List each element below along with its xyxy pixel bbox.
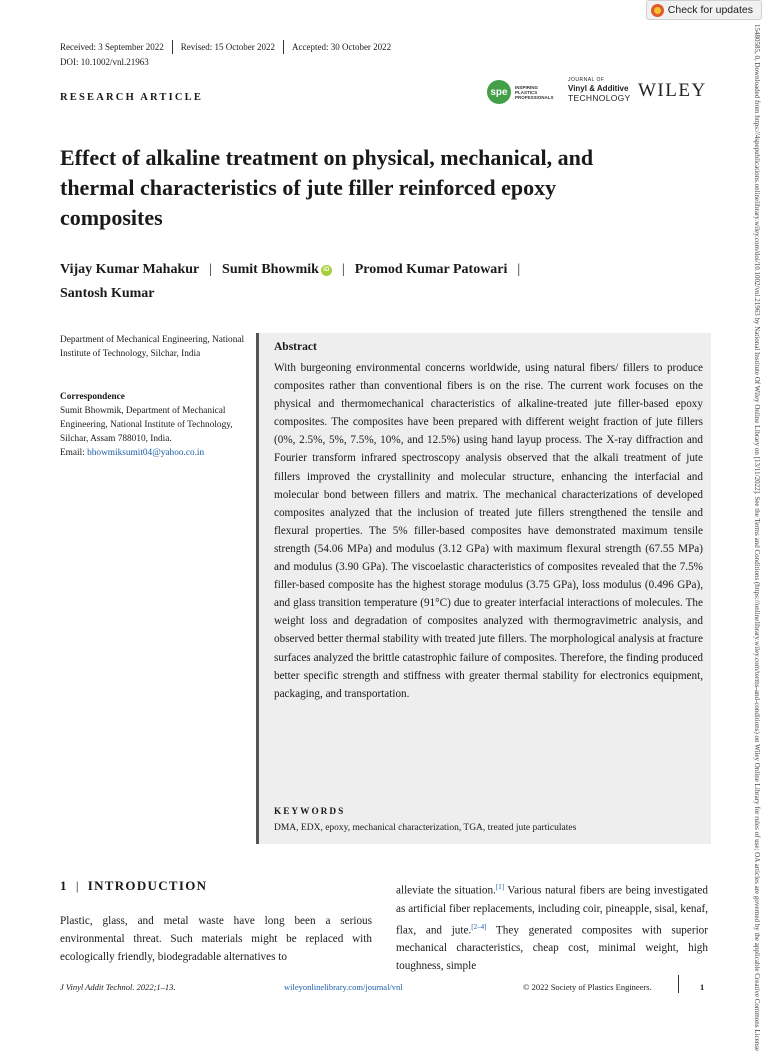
orcid-icon[interactable]: iD [321,265,332,276]
spe-mark-icon: spe [487,80,511,104]
correspondence-email-line [60,446,245,460]
email-link[interactable]: bhowmiksumit04@yahoo.co.in [87,448,205,458]
abstract-box [256,333,711,844]
section-heading-introduction [60,878,207,894]
author-name[interactable]: Vijay Kumar Mahakur [60,262,200,277]
wiley-logo: WILEY [638,80,707,101]
section-separator: | [75,878,80,893]
author-name[interactable]: Santosh Kumar [60,286,155,301]
footer-journal-link[interactable]: wileyonlinelibrary.com/journal/vnl [284,982,403,992]
section-number: 1 [60,878,68,893]
intro-paragraph-left: Plastic, glass, and metal waste have long been a serious environmental threat. Such materials might be replaced with ecologically friendly, biodegradable alternatives to [60,915,372,963]
author-separator: | [517,262,521,277]
keywords-list: DMA, EDX, epoxy, mechanical characterization, TGA, treated jute particulates [274,823,577,833]
author-name[interactable]: Promod Kumar Patowari [354,262,508,277]
intro-text: alleviate the situation. [396,884,496,897]
author-name[interactable]: Sumit Bhowmik [222,262,319,277]
intro-text: They generated composites with superior mechanical characteristics, cheap cost, minimal weight, high toughness, simple [396,924,708,973]
check-for-updates-label: Check for updates [667,4,753,16]
revised-date: Revised: 15 October 2022 [180,42,275,52]
page-number: 1 [700,982,705,992]
author-list [60,258,700,306]
spe-logo [487,80,554,104]
journal-logo-tech: TECHNOLOGY [568,93,631,103]
section-title: INTRODUCTION [87,878,208,893]
citation-link[interactable]: [2–4] [471,922,487,931]
check-for-updates-button[interactable] [646,0,762,20]
affiliation: Department of Mechanical Engineering, National Institute of Technology, Silchar, India [60,335,245,359]
footer-journal-citation: J Vinyl Addit Technol. 2022;1–13. [60,982,176,992]
author-separator: | [341,262,345,277]
correspondence-body: Sumit Bhowmik, Department of Mechanical Engineering, National Institute of Technology, Silchar, Assam 788010, India. [60,406,233,444]
update-icon [651,4,664,17]
footer-divider [678,975,679,993]
accepted-date: Accepted: 30 October 2022 [291,42,392,52]
journal-logo-name: Vinyl & Additive [568,84,629,93]
intro-text: Various natural fibers are being investigated as artificial fiber replacements, including coir, pineapple, sisal, kenaf, flax, and jute. [396,884,708,937]
author-separator: | [209,262,213,277]
article-title: Effect of alkaline treatment on physical, mechanical, and thermal characteristics of jute filler reinforced epoxy composites [60,145,594,230]
article-dates [60,40,391,54]
keywords-heading: KEYWORDS [274,807,346,817]
citation-link[interactable]: [1] [495,883,505,891]
email-label: Email: [60,448,88,458]
journal-logo [568,78,631,103]
article-type: RESEARCH ARTICLE [60,92,204,103]
date-divider [283,40,284,54]
date-divider [172,40,173,54]
spe-tagline: INSPIRING PLASTICS PROFESSIONALS [515,84,554,100]
doi: DOI: 10.1002/vnl.21963 [60,57,149,67]
correspondence-label: Correspondence [60,392,125,402]
received-date: Received: 3 September 2022 [60,42,164,52]
intro-paragraph-right [396,878,708,975]
correspondence [60,390,245,460]
abstract-text: With burgeoning environmental concerns worldwide, using natural fibers/ fillers to produce composites rather than conventional fibers is on the rise. The current work focuses on the physical and thermomechanical characteristics of alkaline-treated jute filler-based epoxy composites. The composites have been prepared with different weight fraction of jute fillers (0%, 2.5%, 5%, 7.5%, 10%, and 12.5%) using hand layup process. The X-ray diffraction and Fourier transform infrared spectroscopy analysis observed that the alkali treatment of jute fillers improved the crystallinity and molecular structure, enhancing the interfacial and molecular bond between fillers and matrix. The mechanical characterizations of developed composites analyzed that the inclusion of treated jute fillers strengthened the tensile and flexural properties. The 5% filler-based composites have demonstrated maximum tensile strength (54.06 MPa) and modulus (3.12 GPa) with maximum flexural strength (67.55 MPa) and modulus (3.90 GPa). The viscoelastic characteristics of composites revealed that the 7.5% filler-based composite has the highest storage modulus (3.75 GPa), loss modulus (0.496 GPa), and glass transition temperature (91°C) due to greater interfacial interactions of molecules. The weight loss and degradation of composites analyzed with thermogravimetric analysis, and observed better thermal stability with treated jute fillers. The morphological analysis at fracture surfaces analyzed the brittle catastrophic failure of composites. Therefore, the finding produced better specific strength and stiffness with greater thermal stability for electronics equipment, packaging, and transportation. [274,362,703,700]
download-side-note: 15480585, 0, Downloaded from https://4spepublications.onlinelibrary.wiley.com/doi/10.1002/vnl.21963 by National Institute Of Wiley Online Library on [13/11/2022]. See the Terms and Conditions (https://onlinelibrary.wiley.com/terms-and-conditions) on Wiley Online Library for rules of use; OA articles are governed by the applicable Creative Commons License [753,24,761,1051]
journal-logo-prefix: JOURNAL OF [568,77,605,83]
footer-copyright: © 2022 Society of Plastics Engineers. [523,982,652,992]
abstract-heading: Abstract [274,341,317,353]
